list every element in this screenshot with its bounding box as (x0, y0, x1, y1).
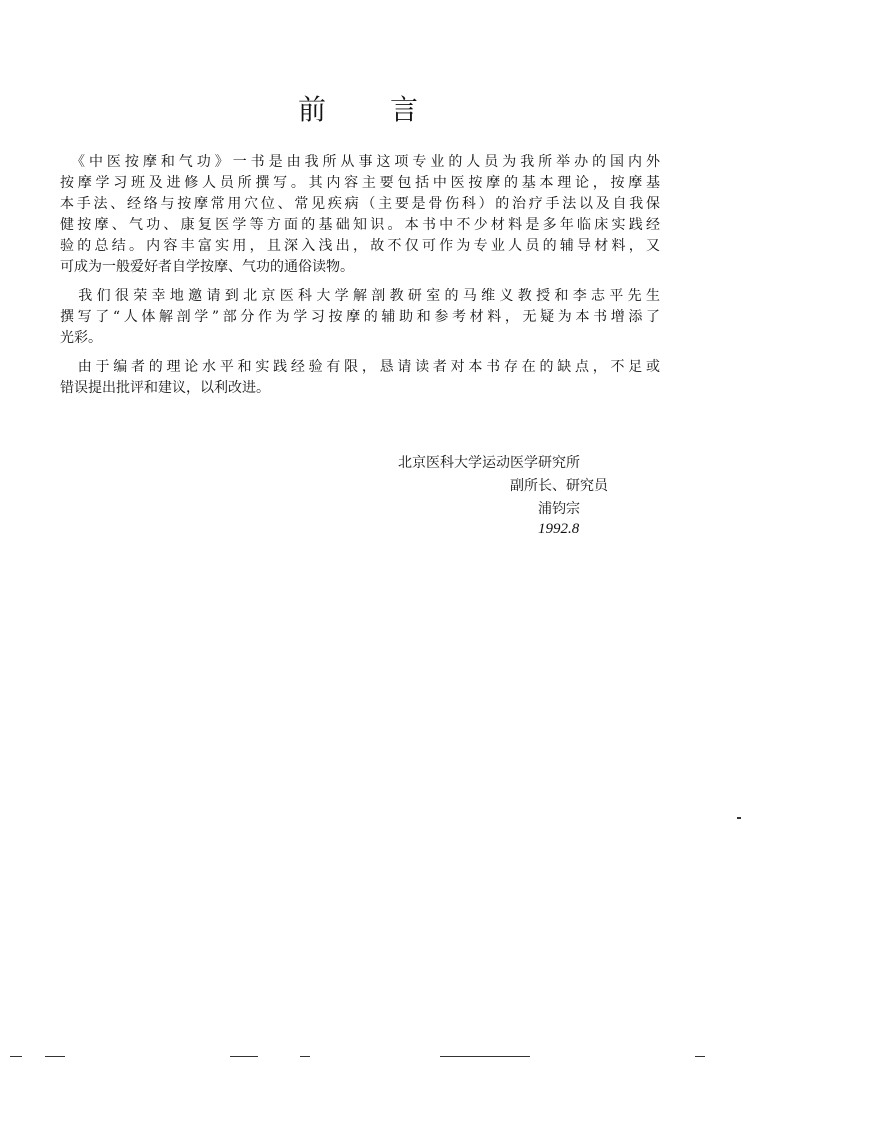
text-line: 错误提出批评和建议，以利改进。 (60, 380, 270, 396)
signature-date: 1992.8 (538, 521, 580, 537)
text-line: 撰写了“人体解剖学”部分作为学习按摩的辅助和参考材料，无疑为本书增添了 (60, 309, 660, 325)
paragraph-3 (60, 357, 660, 399)
scan-artifact (10, 1056, 22, 1057)
scan-artifact (300, 1056, 310, 1057)
scan-artifact (440, 1056, 530, 1057)
scan-artifact (737, 817, 741, 819)
paragraph-1 (60, 152, 660, 278)
signature-institution: 北京医科大学运动医学研究所 (398, 455, 580, 471)
scan-artifact (45, 1056, 65, 1057)
signature-name: 浦钧宗 (538, 501, 580, 517)
text-line: 我们很荣幸地邀请到北京医科大学解剖教研室的马维义教授和李志平先生 (60, 288, 660, 304)
text-line: 本手法、经络与按摩常用穴位、常见疾病（主要是骨伤科）的治疗手法以及自我保 (60, 196, 660, 212)
text-line: 可成为一般爱好者自学按摩、气功的通俗读物。 (60, 259, 354, 275)
signature-position: 副所长、研究员 (510, 478, 608, 494)
text-line: 验的总结。内容丰富实用，且深入浅出，故不仅可作为专业人员的辅导材料，又 (60, 238, 660, 254)
text-line: 光彩。 (60, 330, 102, 346)
title-char-2: 言 (389, 93, 418, 126)
text-line: 健按摩、气功、康复医学等方面的基础知识。本书中不少材料是多年临床实践经 (60, 217, 660, 233)
scan-artifact (695, 1056, 705, 1057)
preface-body (60, 152, 660, 407)
text-line: 按摩学习班及进修人员所撰写。其内容主要包括中医按摩的基本理论，按摩基 (60, 175, 660, 191)
page-title (298, 88, 418, 128)
paragraph-2 (60, 286, 660, 349)
text-line: 由于编者的理论水平和实践经验有限，恳请读者对本书存在的缺点，不足或 (60, 359, 660, 375)
title-char-1: 前 (298, 93, 327, 126)
scan-artifact (230, 1056, 258, 1057)
text-line: 《中医按摩和气功》一书是由我所从事这项专业的人员为我所举办的国内外 (60, 154, 660, 170)
